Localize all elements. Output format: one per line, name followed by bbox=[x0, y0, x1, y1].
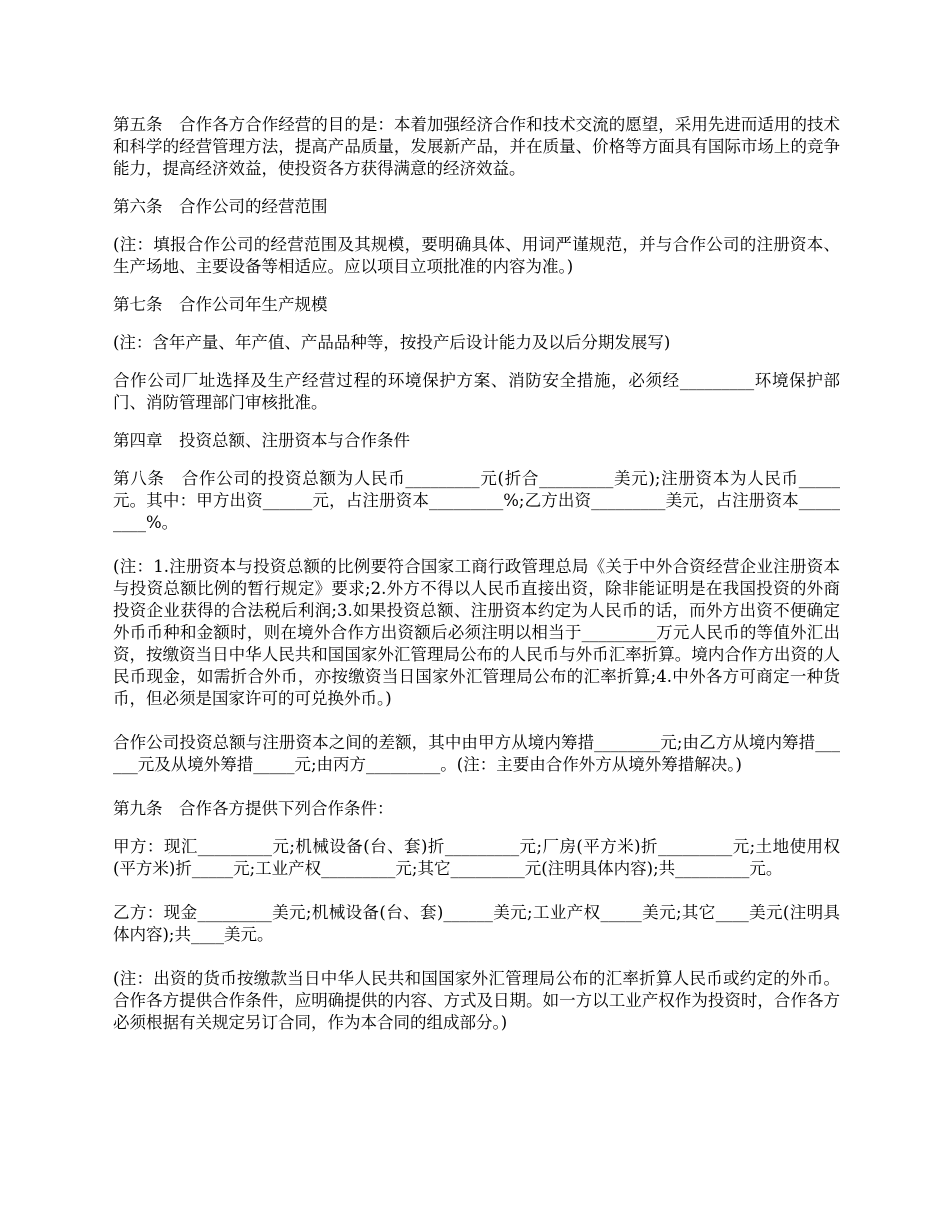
article-7-note: (注：含年产量、年产值、产品品种等，按投产后设计能力及以后分期发展写) bbox=[113, 333, 671, 352]
party-a-conditions: 甲方：现汇_________元;机械设备(台、套)折_________元;厂房(平方米)折_________元;土地使用权(平方米)折_____元;工业产权_________元;其它_________元(注明具体内容);共_________元。 bbox=[113, 837, 840, 878]
chapter-4-heading: 第四章 投资总额、注册资本与合作条件 bbox=[113, 431, 410, 450]
article-6-note: (注：填报合作公司的经营范围及其规模，要明确具体、用词严谨规范，并与合作公司的注册资本、生产场地、主要设备等相适应。应以项目立项批准的内容为准。) bbox=[113, 235, 840, 276]
document-page bbox=[113, 114, 840, 1050]
environment-approval-paragraph: 合作公司厂址选择及生产经营过程的环境保护方案、消防安全措施，必须经_________环境保护部门、消防管理部门审核批准。 bbox=[113, 371, 840, 412]
investment-difference-paragraph: 合作公司投资总额与注册资本之间的差额，其中由甲方从境内筹措________元;由乙方从境内筹措______元及从境外筹措_____元;由丙方_________。(注：主要由合作外方从境外筹措解决。) bbox=[113, 733, 840, 774]
article-5-purpose: 第五条 合作各方合作经营的目的是：本着加强经济合作和技术交流的愿望，采用先进而适用的技术和科学的经营管理方法，提高产品质量，发展新产品，并在质量、价格等方面具有国际市场上的竞争能力，提高经济效益，使投资各方获得满意的经济效益。 bbox=[113, 115, 840, 178]
article-7-heading: 第七条 合作公司年生产规模 bbox=[113, 295, 328, 314]
article-8-note: (注：1.注册资本与投资总额的比例要符合国家工商行政管理总局《关于中外合资经营企业注册资本与投资总额比例的暂行规定》要求;2.外方不得以人民币直接出资，除非能证明是在我国投资的外商投资企业获得的合法税后利润;3.如果投资总额、注册资本约定为人民币的话，而外方出资不便确定外币币种和金额时，则在境外合作方出资额后必须注明以相当于_________万元人民币的等值外汇出资，按缴资当日中华人民共和国国家外汇管理局公布的人民币与外币汇率折算。境内合作方出资的人民币现金，如需折合外币，亦按缴资当日国家外汇管理局公布的汇率折算;4.中外各方可商定一种货币，但必须是国家许可的可兑换外币。) bbox=[113, 557, 840, 708]
party-b-conditions: 乙方：现金_________美元;机械设备(台、套)______美元;工业产权_____美元;其它____美元(注明具体内容);共____美元。 bbox=[113, 903, 840, 944]
article-6-heading: 第六条 合作公司的经营范围 bbox=[113, 197, 328, 216]
article-9-heading: 第九条 合作各方提供下列合作条件： bbox=[113, 799, 394, 818]
article-9-note: (注：出资的货币按缴款当日中华人民共和国国家外汇管理局公布的汇率折算人民币或约定的外币。合作各方提供合作条件，应明确提供的内容、方式及日期。如一方以工业产权作为投资时，合作各方必须根据有关规定另订合同，作为本合同的组成部分。) bbox=[113, 969, 840, 1032]
article-8-investment: 第八条 合作公司的投资总额为人民币_________元(折合_________美元);注册资本为人民币_____元。其中：甲方出资______元，占注册资本_________%;乙方出资_________美元，占注册资本_________%。 bbox=[113, 469, 840, 532]
